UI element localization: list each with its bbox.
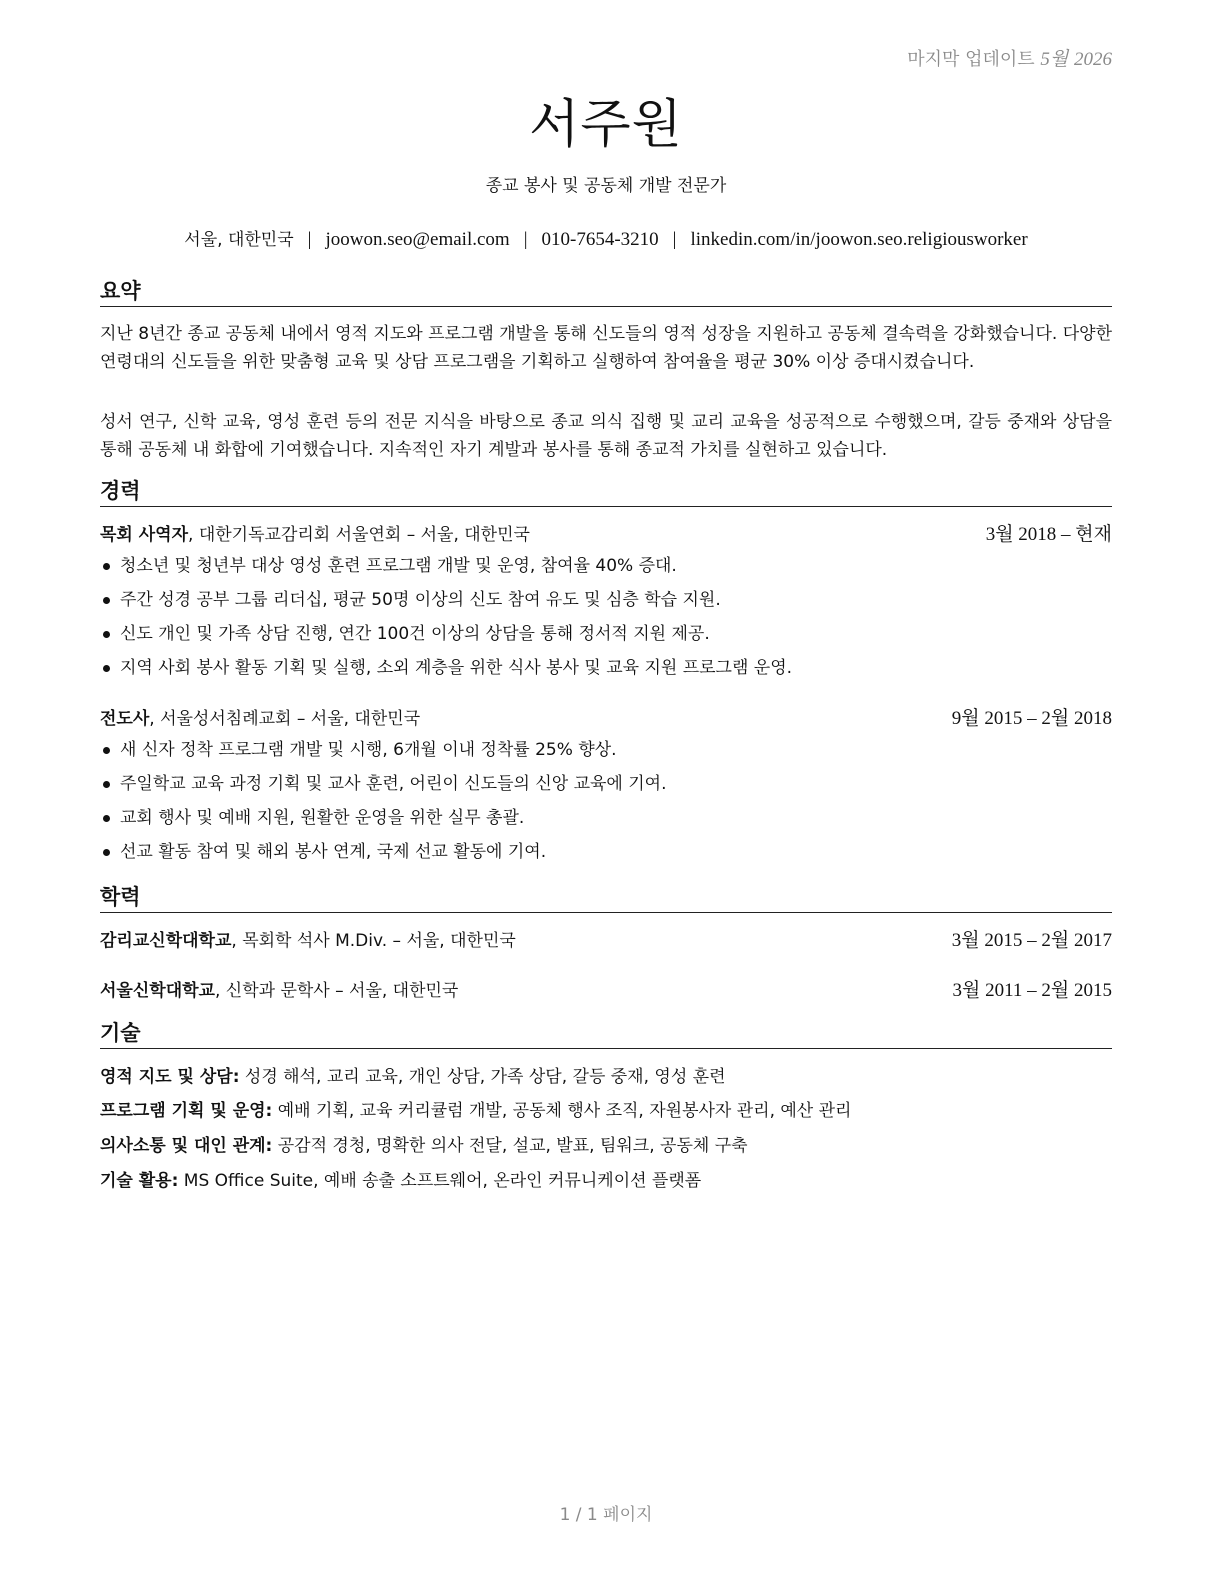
skill-label: 영적 지도 및 상담:: [100, 1067, 240, 1087]
summary-paragraph: 지난 8년간 종교 공동체 내에서 영적 지도와 프로그램 개발을 통해 신도들의 영적 성장을 지원하고 공동체 결속력을 강화했습니다. 다양한 연령대의 신도들을 위한 맞춤형 교육 및 상담 프로그램을 기획하고 실행하여 참여율을 평균 30% 이상 증대시켰습니다.: [100, 324, 1112, 372]
job-org: , 대한기독교감리회 서울연회 – 서울, 대한민국: [188, 525, 530, 545]
job-header: [100, 521, 1112, 549]
skill-value: 예배 기획, 교육 커리큘럼 개발, 공동체 행사 조직, 자원봉사자 관리, 예산 관리: [272, 1101, 852, 1121]
skill-label: 프로그램 기획 및 운영:: [100, 1101, 273, 1121]
skill-label: 의사소통 및 대인 관계:: [100, 1136, 273, 1156]
job-bullet: 새 신자 정착 프로그램 개발 및 시행, 6개월 이내 정착률 25% 향상.: [100, 736, 1112, 770]
candidate-headline: 종교 봉사 및 공동체 개발 전문가: [485, 176, 727, 196]
section-title-summary: 요약: [100, 278, 1112, 307]
skill-item: [100, 1132, 1112, 1166]
job-role: 목회 사역자: [100, 525, 189, 545]
contact-line: [80, 225, 1132, 251]
contact-linkedin[interactable]: linkedin.com/in/joowon.seo.religiousworker: [690, 229, 1028, 250]
section-title-education: 학력: [100, 884, 1112, 913]
education-school: 감리교신학대학교: [100, 931, 232, 951]
job-bullet: 주간 성경 공부 그룹 리더십, 평균 50명 이상의 신도 참여 유도 및 심층 학습 지원.: [100, 586, 1112, 620]
contact-phone[interactable]: 010-7654-3210: [541, 229, 659, 250]
job-bullet: 신도 개인 및 가족 상담 진행, 연간 100건 이상의 상담을 통해 정서적 지원 제공.: [100, 620, 1112, 654]
education-date: 3월 2015 – 2월 2017: [951, 930, 1112, 951]
job-role: 전도사: [100, 709, 150, 729]
skill-item: [100, 1167, 1112, 1201]
contact-location: 서울, 대한민국: [184, 230, 294, 250]
contact-separator: |: [307, 229, 312, 250]
contact-email[interactable]: joowon.seo@email.com: [325, 229, 510, 250]
skill-value: MS Office Suite, 예배 송출 소프트웨어, 온라인 커뮤니케이션 플랫폼: [178, 1171, 702, 1191]
job-bullet: 교회 행사 및 예배 지원, 원활한 운영을 위한 실무 총괄.: [100, 804, 1112, 838]
job-bullet: 지역 사회 봉사 활동 기획 및 실행, 소외 계층을 위한 식사 봉사 및 교육 지원 프로그램 운영.: [100, 654, 1112, 688]
education-item: [100, 977, 1112, 1005]
job-bullets: [100, 552, 1112, 688]
section-title-skills: 기술: [100, 1020, 1112, 1049]
contact-separator: |: [523, 229, 528, 250]
job-bullet: 선교 활동 참여 및 해외 봉사 연계, 국제 선교 활동에 기여.: [100, 838, 1112, 872]
contact-separator: |: [672, 229, 677, 250]
last-updated-month: 5월: [1040, 49, 1069, 70]
job-header: [100, 705, 1112, 733]
education-date: 3월 2011 – 2월 2015: [952, 980, 1112, 1001]
last-updated-label: 마지막 업데이트: [907, 49, 1035, 70]
candidate-name: 서주원: [529, 95, 683, 155]
page-number: 1 / 1 페이지: [559, 1505, 653, 1525]
skill-label: 기술 활용:: [100, 1171, 179, 1191]
section-title-experience: 경력: [100, 478, 1112, 507]
skill-item: [100, 1097, 1112, 1131]
skill-value: 성경 해석, 교리 교육, 개인 상담, 가족 상담, 갈등 중재, 영성 훈련: [239, 1067, 726, 1087]
job-bullets: [100, 736, 1112, 872]
job-org: , 서울성서침례교회 – 서울, 대한민국: [149, 709, 421, 729]
education-item: [100, 927, 1112, 955]
education-detail: , 신학과 문학사 – 서울, 대한민국: [214, 981, 459, 1001]
last-updated: [907, 44, 1112, 71]
job-bullet: 청소년 및 청년부 대상 영성 훈련 프로그램 개발 및 운영, 참여율 40% 증대.: [100, 552, 1112, 586]
summary-paragraph: 성서 연구, 신학 교육, 영성 훈련 등의 전문 지식을 바탕으로 종교 의식 집행 및 교리 교육을 성공적으로 수행했으며, 갈등 중재와 상담을 통해 공동체 내 화합에 기여했습니다. 지속적인 자기 계발과 봉사를 통해 종교적 가치를 실현하고 있습니다.: [100, 412, 1112, 460]
skill-item: [100, 1063, 1112, 1097]
job-bullet: 주일학교 교육 과정 기획 및 교사 훈련, 어린이 신도들의 신앙 교육에 기여.: [100, 770, 1112, 804]
education-school: 서울신학대학교: [100, 981, 215, 1001]
job-date: 3월 2018 – 현재: [985, 524, 1112, 545]
job-date: 9월 2015 – 2월 2018: [951, 708, 1112, 729]
resume-page: [100, 0, 1112, 1584]
education-detail: , 목회학 석사 M.Div. – 서울, 대한민국: [231, 931, 516, 951]
skill-value: 공감적 경청, 명확한 의사 전달, 설교, 발표, 팀워크, 공동체 구축: [272, 1136, 748, 1156]
last-updated-year: 2026: [1074, 49, 1112, 70]
